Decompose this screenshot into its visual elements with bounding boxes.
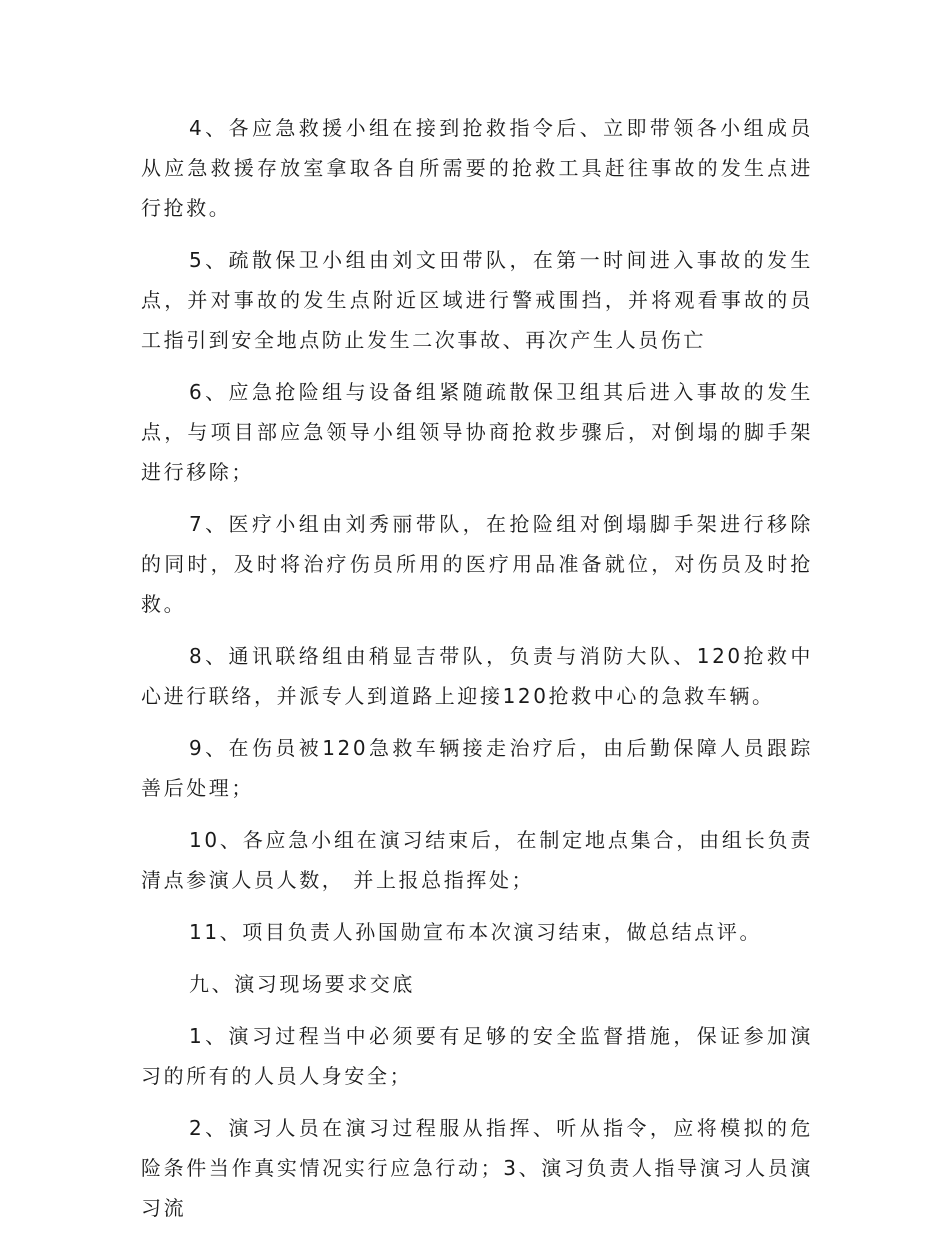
section-heading-9: 九、演习现场要求交底 <box>189 972 415 996</box>
paragraph-step-9: 9、在伤员被120急救车辆接走治疗后，由后勤保障人员跟踪善后处理； <box>141 736 813 800</box>
paragraph-requirement-1: 1、演习过程当中必须要有足够的安全监督措施，保证参加演习的所有的人员人身安全； <box>141 1024 813 1088</box>
paragraph-step-5: 5、疏散保卫小组由刘文田带队，在第一时间进入事故的发生点，并对事故的发生点附近区域进行警戒围挡，并将观看事故的员工指引到安全地点防止发生二次事故、再次产生人员伤亡 <box>141 248 813 352</box>
paragraph-step-11: 11、项目负责人孙国勋宣布本次演习结束，做总结点评。 <box>189 920 763 944</box>
paragraph-step-8: 8、通讯联络组由稍显吉带队，负责与消防大队、120抢救中心进行联络，并派专人到道路上迎接120抢救中心的急救车辆。 <box>141 644 813 708</box>
paragraph-step-7: 7、医疗小组由刘秀丽带队，在抢险组对倒塌脚手架进行移除的同时，及时将治疗伤员所用的医疗用品准备就位，对伤员及时抢救。 <box>141 512 813 616</box>
paragraph-requirement-2: 2、演习人员在演习过程服从指挥、听从指令，应将模拟的危险条件当作真实情况实行应急行动；3、演习负责人指导演习人员演习流 <box>141 1116 813 1220</box>
paragraph-step-6: 6、应急抢险组与设备组紧随疏散保卫组其后进入事故的发生点，与项目部应急领导小组领导协商抢救步骤后，对倒塌的脚手架进行移除； <box>141 380 813 484</box>
paragraph-step-10: 10、各应急小组在演习结束后，在制定地点集合，由组长负责清点参演人员人数， 并上报总指挥处； <box>141 828 813 892</box>
paragraph-step-4: 4、各应急救援小组在接到抢救指令后、立即带领各小组成员从应急救援存放室拿取各自所需要的抢救工具赶往事故的发生点进行抢救。 <box>141 116 813 220</box>
document-body <box>141 108 813 1240</box>
